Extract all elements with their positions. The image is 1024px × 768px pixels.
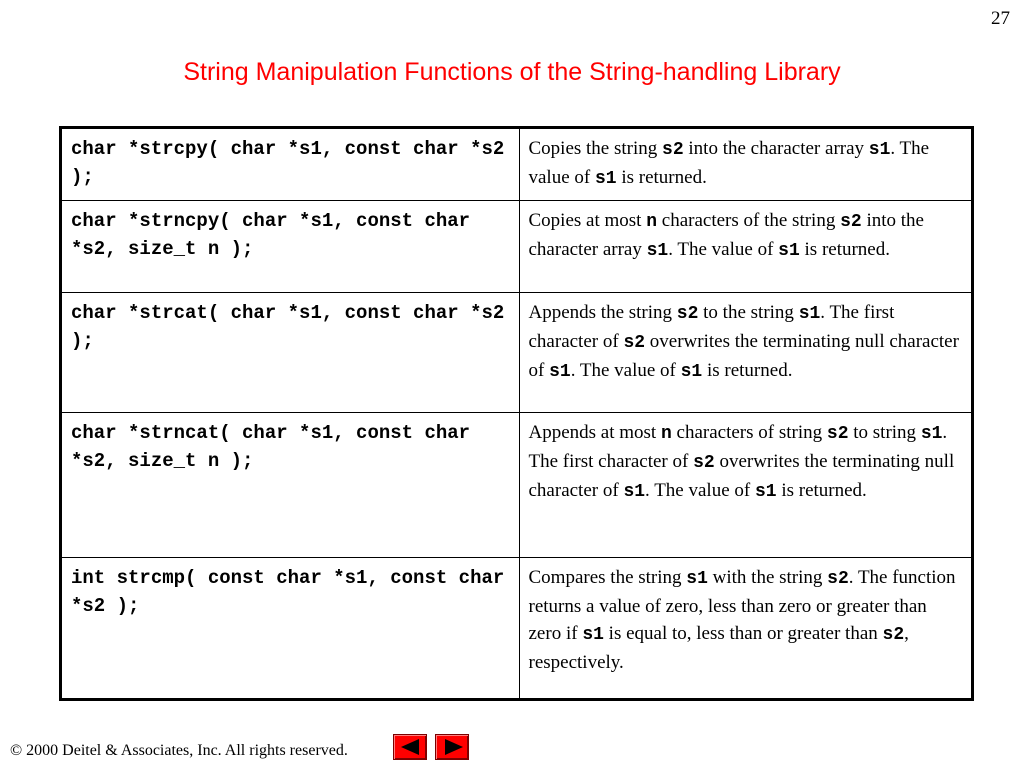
description-text: . The first character of bbox=[528, 301, 895, 352]
function-description bbox=[519, 200, 971, 292]
function-table bbox=[62, 129, 971, 698]
description-text: is equal to, less than or greater than bbox=[603, 622, 883, 644]
table-row bbox=[62, 292, 971, 412]
code-identifier: s1 bbox=[623, 481, 646, 502]
description-text: into the character array bbox=[683, 138, 869, 159]
code-identifier: s2 bbox=[882, 624, 905, 645]
code-identifier: s1 bbox=[594, 169, 617, 189]
table-row bbox=[62, 129, 971, 200]
description-text: is returned. bbox=[799, 238, 890, 260]
description-text: Appends at most bbox=[528, 421, 661, 443]
description-text: Copies at most bbox=[528, 209, 647, 231]
description-text: . The value of bbox=[528, 138, 930, 188]
function-prototype: char *strcpy( char *s1, const char *s2 ); bbox=[62, 129, 519, 200]
description-text: is returned. bbox=[702, 359, 793, 381]
function-description bbox=[519, 412, 971, 557]
page-number: 27 bbox=[991, 8, 1010, 29]
description-text: is returned. bbox=[616, 167, 707, 188]
code-identifier: s2 bbox=[826, 423, 849, 444]
table-row bbox=[62, 412, 971, 557]
function-description bbox=[519, 129, 971, 200]
function-prototype: char *strncat( char *s1, const char *s2, size_t n ); bbox=[62, 412, 519, 557]
code-identifier: s2 bbox=[827, 568, 849, 589]
code-identifier: s2 bbox=[676, 303, 699, 324]
description-text: with the string bbox=[707, 566, 828, 588]
function-prototype: char *strncpy( char *s1, const char *s2, size_t n ); bbox=[62, 200, 519, 292]
code-identifier: n bbox=[646, 211, 658, 232]
description-text: , respectively. bbox=[528, 622, 909, 673]
code-identifier: s2 bbox=[662, 140, 684, 160]
code-identifier: s1 bbox=[680, 361, 703, 382]
copyright-footer: © 2000 Deitel & Associates, Inc. All rights reserved. bbox=[10, 742, 348, 759]
code-identifier: s1 bbox=[778, 240, 800, 261]
function-table-frame bbox=[59, 126, 974, 701]
code-identifier: s2 bbox=[693, 452, 715, 473]
description-text: overwrites the terminating null character of bbox=[528, 330, 959, 381]
description-text: Copies the string bbox=[528, 138, 663, 159]
next-slide-button[interactable] bbox=[435, 734, 469, 760]
description-text: overwrites the terminating null character of bbox=[528, 450, 955, 501]
code-identifier: s1 bbox=[646, 240, 669, 261]
code-identifier: s1 bbox=[920, 423, 943, 444]
description-text: Appends the string bbox=[528, 301, 677, 323]
function-description bbox=[519, 292, 971, 412]
code-identifier: s1 bbox=[549, 361, 571, 382]
description-text: is returned. bbox=[776, 479, 867, 501]
description-text: characters of string bbox=[671, 421, 827, 443]
right-triangle-icon bbox=[445, 739, 463, 755]
description-text: to string bbox=[848, 421, 921, 443]
description-text: characters of the string bbox=[657, 209, 841, 231]
code-identifier: s1 bbox=[582, 624, 604, 645]
description-text: . The function returns a value of zero, less than zero or greater than zero if bbox=[528, 566, 956, 644]
function-prototype: int strcmp( const char *s1, const char *s2 ); bbox=[62, 557, 519, 698]
description-text: . The value of bbox=[570, 359, 681, 381]
code-identifier: s1 bbox=[686, 568, 708, 589]
description-text: into the character array bbox=[528, 209, 924, 260]
description-text: . The value of bbox=[668, 238, 779, 260]
code-identifier: s1 bbox=[868, 140, 891, 160]
code-identifier: s1 bbox=[754, 481, 777, 502]
function-prototype: char *strcat( char *s1, const char *s2 ); bbox=[62, 292, 519, 412]
previous-slide-button[interactable] bbox=[393, 734, 427, 760]
slide-title: String Manipulation Functions of the String-handling Library bbox=[183, 58, 841, 86]
description-text: to the string bbox=[698, 301, 799, 323]
code-identifier: s2 bbox=[840, 211, 862, 232]
description-text: Compares the string bbox=[528, 566, 687, 588]
table-row bbox=[62, 200, 971, 292]
code-identifier: s2 bbox=[623, 332, 646, 353]
function-description bbox=[519, 557, 971, 698]
left-triangle-icon bbox=[401, 739, 419, 755]
code-identifier: n bbox=[660, 423, 672, 444]
description-text: . The first character of bbox=[528, 421, 948, 472]
description-text: . The value of bbox=[645, 479, 755, 501]
code-identifier: s1 bbox=[798, 303, 821, 324]
table-row bbox=[62, 557, 971, 698]
